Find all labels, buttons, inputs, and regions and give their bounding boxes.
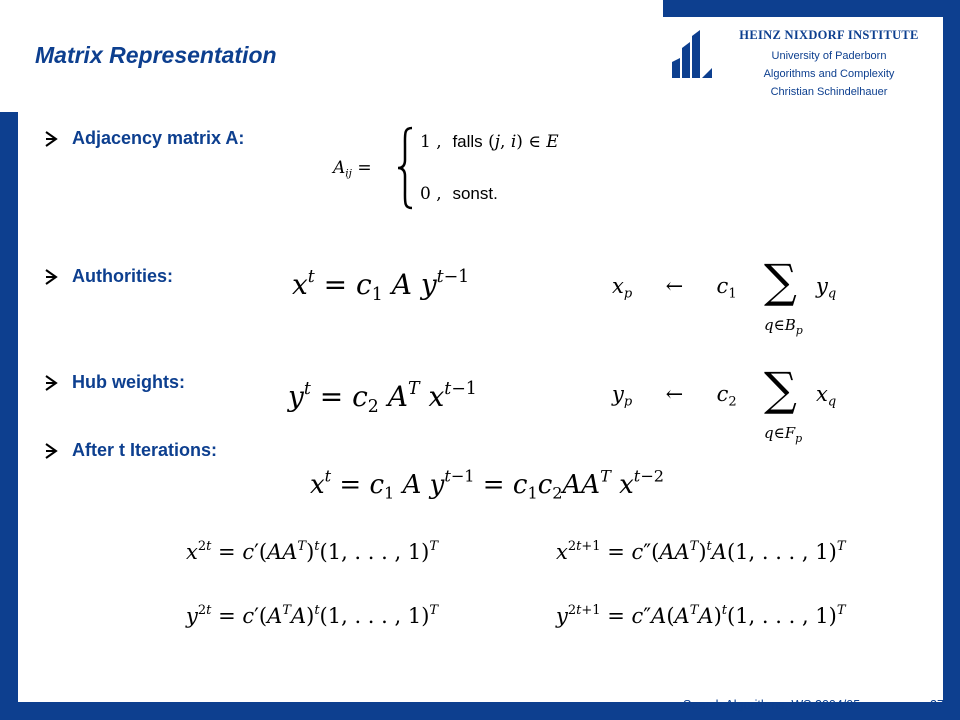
arrow-bullet-icon — [42, 268, 60, 286]
university-name: University of Paderborn — [771, 50, 887, 62]
university-logo-icon — [670, 28, 714, 80]
institute-name: HEINZ NIXDORF INSTITUTE — [739, 28, 919, 42]
bullet-authorities — [42, 266, 173, 287]
page-number: 27 — [930, 698, 944, 712]
sum-symbol: ∑ — [764, 254, 797, 308]
authorities-sum-limit: $q\in B_p$ — [764, 316, 803, 337]
adjacency-case-1-word: falls — [452, 132, 483, 151]
arrow-bullet-icon — [42, 130, 60, 148]
authorities-formula: $x^t = c_1$ A $y^{t-1}$ — [292, 266, 470, 306]
hub-update: $y_p$ ← $c_2$ — [612, 382, 737, 410]
x-even-formula: $x^{2t} = c'(AA^T)^t(1$, . . . , 1)$^T$ — [186, 538, 439, 564]
authorities-summand: $y_q$ — [816, 274, 837, 302]
bullet-hub-weights — [42, 372, 185, 393]
y-even-formula: $y^{2t} = c'(A^TA)^t(1$, . . . , 1)$^T$ — [186, 602, 439, 628]
footer-course: Search Algorithms, WS 2004/05 — [683, 698, 861, 712]
hub-formula: $y^t = c_2$ $A^T$ $x^{t-1}$ — [288, 378, 477, 418]
bullet-after-iterations — [42, 440, 217, 461]
left-brace — [396, 126, 416, 210]
left-frame-bar — [0, 112, 18, 720]
adjacency-case-2-word: sonst. — [452, 184, 498, 203]
right-frame-bar — [943, 0, 960, 720]
hub-sum-limit: $q\in F_p$ — [764, 424, 803, 445]
bullet-label: Adjacency matrix A: — [72, 128, 245, 148]
bullet-label: After t Iterations: — [72, 440, 218, 460]
iteration-formula: $x^t = c_1$ A $y^{t-1} = c_1c_2AA^T$ $x^{t-2}$ — [310, 466, 664, 503]
bullet-label: Authorities: — [72, 266, 173, 286]
sum-symbol: ∑ — [764, 362, 797, 416]
bullet-label: Hub weights: — [72, 372, 185, 392]
bullet-adjacency — [42, 128, 244, 149]
author-name: Christian Schindelhauer — [770, 86, 888, 98]
authorities-update: $x_p$ ← $c_1$ — [612, 274, 737, 302]
arrow-bullet-icon — [42, 442, 60, 460]
header-band — [663, 0, 960, 17]
slide-title: Matrix Representation — [35, 42, 277, 68]
y-odd-formula: $y^{2t+1} = c''A(A^TA)^t(1$, . . . , 1)$^T$ — [556, 602, 846, 628]
arrow-bullet-icon — [42, 374, 60, 392]
hub-summand: $x_q$ — [816, 382, 837, 410]
group-name: Algorithms and Complexity — [763, 68, 895, 80]
adjacency-case-2: 0 , sonst. — [420, 184, 498, 204]
adjacency-lhs: $A_{ij}$ = — [333, 158, 372, 180]
adjacency-case-1: 1 , falls (j, i) ∈ E — [420, 132, 559, 152]
x-odd-formula: $x^{2t+1} = c''(AA^T)^tA(1$, . . . , 1)$^T$ — [556, 538, 846, 564]
